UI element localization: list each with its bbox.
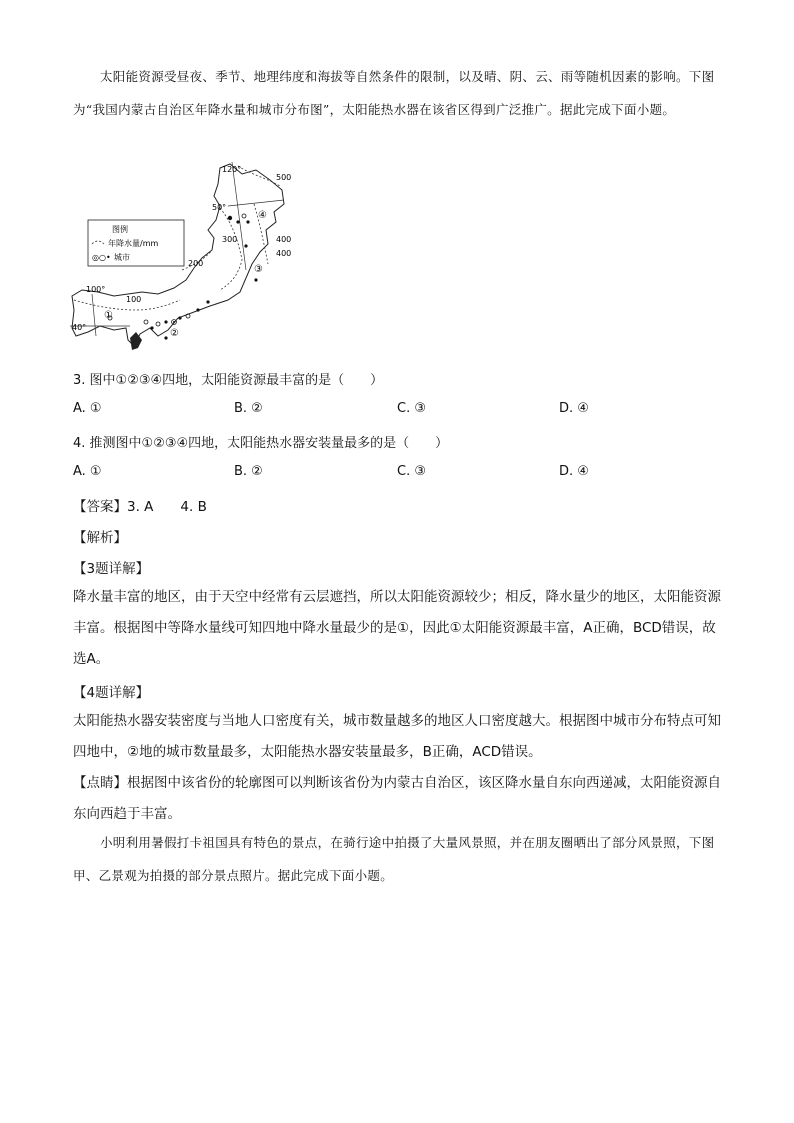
intro-paragraph — [73, 60, 723, 126]
answer-line — [73, 495, 207, 515]
detail-4-text: 太阳能热水器安装密度与当地人口密度有关，城市数量越多的地区人口密度越大。根据图中城市分布特点可知四地中，②地的城市数量最多，太阳能热水器安装量最多，B正确，ACD错误。 — [73, 713, 721, 760]
city-dot — [164, 336, 167, 339]
analysis-label: 【解析】 — [73, 530, 127, 546]
q3-option-b: B. ② — [234, 401, 263, 416]
city-dot — [150, 326, 153, 329]
detail-4-label: 【4题详解】 — [73, 685, 150, 701]
tip-paragraph — [73, 768, 723, 830]
label-iso-400b: 400 — [276, 249, 292, 258]
city-dot — [196, 308, 199, 311]
answer-label: 【答案】 — [73, 499, 127, 515]
q4-option-c: C. ③ — [397, 464, 426, 479]
intro-paragraph-2 — [73, 826, 723, 892]
detail-3-label: 【3题详解】 — [73, 561, 150, 577]
label-iso-500: 500 — [276, 173, 292, 182]
inner-mongolia-map — [70, 160, 300, 360]
q4-option-b: B. ② — [234, 464, 263, 479]
city-dot — [173, 321, 175, 323]
label-lon-120: 120° — [222, 165, 242, 174]
legend-title: 图例 — [112, 225, 128, 234]
intro-2-text: 小明利用暑假打卡祖国具有特色的景点，在骑行途中拍摄了大量风景照，并在朋友圈晒出了部分风景照，下图甲、乙景观为拍摄的部分景点照片。据此完成下面小题。 — [73, 835, 715, 883]
label-area-3: ③ — [254, 264, 263, 275]
city-dot — [254, 278, 257, 281]
city-dot — [164, 320, 167, 323]
label-lat-50: 50° — [212, 203, 227, 212]
intro-text: 太阳能资源受昼夜、季节、地理纬度和海拔等自然条件的限制，以及晴、阴、云、雨等随机因素的影响。下图为“我国内蒙古自治区年降水量和城市分布图”，太阳能热水器在该省区得到广泛推广。据此完成下面小题。 — [73, 69, 715, 117]
label-iso-200: 200 — [188, 259, 204, 268]
label-iso-100: 100 — [126, 295, 142, 304]
city-dot — [236, 220, 239, 223]
city-dot — [206, 300, 209, 303]
label-lon-100: 100° — [86, 285, 106, 294]
question-3-stem: 3. 图中①②③④四地，太阳能资源最丰富的是（ ） — [73, 373, 384, 388]
legend-isoline-label: 年降水量/mm — [108, 239, 159, 248]
q4-option-a: A. ① — [73, 464, 102, 479]
q3-option-c: C. ③ — [397, 401, 426, 416]
label-area-2: ② — [170, 328, 179, 339]
city-dot — [246, 220, 249, 223]
q3-option-a: A. ① — [73, 401, 102, 416]
label-area-4: ④ — [258, 210, 267, 221]
question-4-stem: 4. 推测图中①②③④四地，太阳能热水器安装量最多的是（ ） — [73, 436, 449, 451]
detail-3-text: 降水量丰富的地区，由于天空中经常有云层遮挡，所以太阳能资源较少；相反，降水量少的地区，太阳能资源丰富。根据图中等降水量线可知四地中降水量最少的是①，因此①太阳能资源最丰富，A正确，BCD错误，故选A。 — [73, 589, 721, 667]
city-dot — [178, 316, 181, 319]
q3-option-d: D. ④ — [559, 401, 589, 416]
label-area-1: ① — [104, 310, 113, 321]
answer-text: 3. A 4. B — [127, 499, 207, 515]
city-dot — [244, 244, 247, 247]
tip-text: 根据图中该省份的轮廓图可以判断该省份为内蒙古自治区，该区降水量自东向西递减，太阳能资源自东向西趋于丰富。 — [73, 775, 721, 822]
legend-city-label: 城市 — [114, 253, 130, 262]
q4-option-d: D. ④ — [559, 464, 589, 479]
label-lat-40: 40° — [72, 323, 87, 332]
city-dot — [228, 216, 232, 220]
tip-label: 【点睛】 — [73, 775, 127, 791]
label-iso-400a: 400 — [276, 235, 292, 244]
label-iso-300: 300 — [222, 235, 238, 244]
legend-city-symbol: ◎○• — [92, 253, 111, 262]
